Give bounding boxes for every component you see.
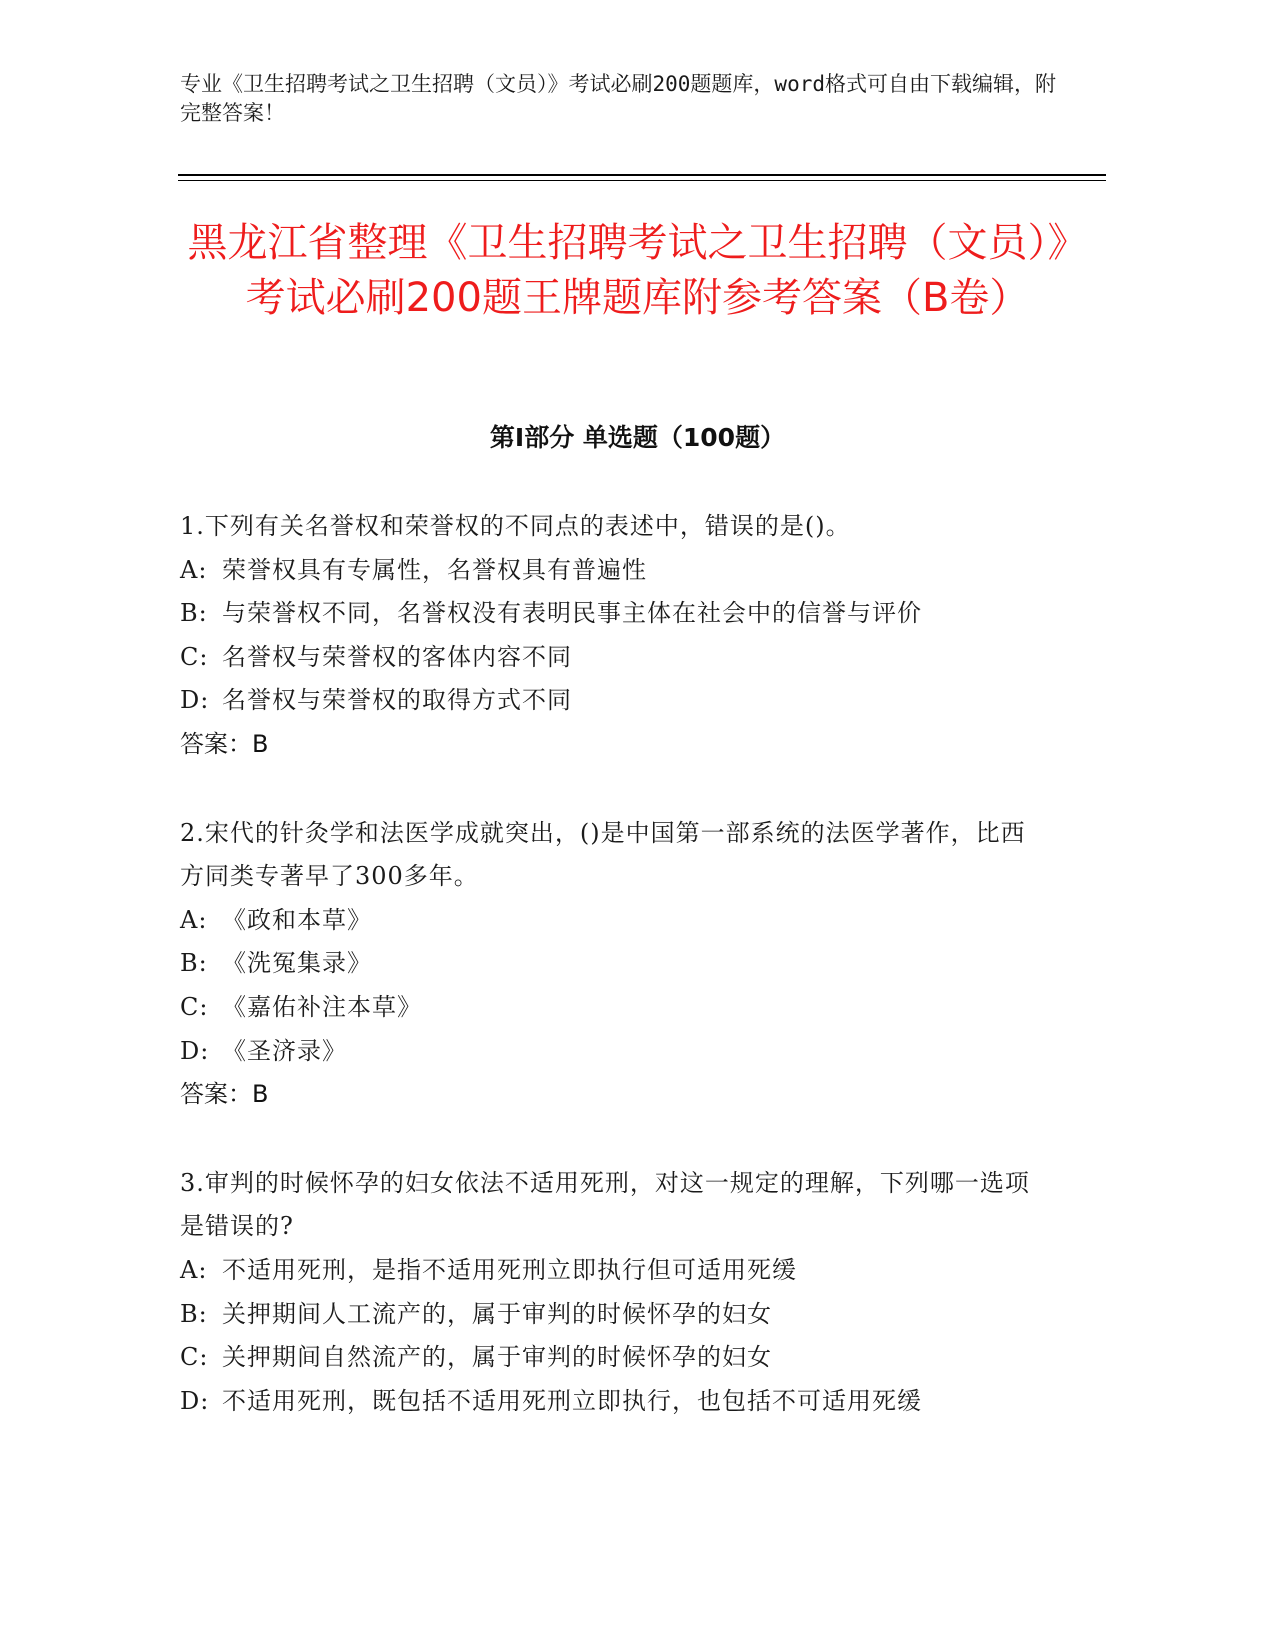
option-text: 关押期间人工流产的，属于审判的时候怀孕的妇女 [222, 1299, 772, 1328]
option-text: 关押期间自然流产的，属于审判的时候怀孕的妇女 [222, 1343, 772, 1372]
option-key: D: [180, 686, 210, 715]
header-divider-thin [178, 180, 1106, 181]
answer-line: 答案：B [180, 729, 269, 758]
option-text: 《洗冤集录》 [222, 949, 372, 978]
question-1 [180, 505, 1030, 767]
option-key: B: [180, 1299, 208, 1328]
option-key: C: [180, 992, 209, 1021]
option-b [180, 1293, 1030, 1337]
option-text: 荣誉权具有专属性，名誉权具有普遍性 [222, 555, 647, 584]
question-stem: 1.下列有关名誉权和荣誉权的不同点的表述中，错误的是()。 [180, 512, 851, 540]
header-note: 专业《卫生招聘考试之卫生招聘（文员）》考试必刷200题题库，word格式可自由下载编辑，附完整答案！ [180, 72, 1056, 125]
option-text: 《嘉佑补注本草》 [222, 992, 422, 1021]
option-key: A: [180, 1255, 208, 1284]
question-stem: 2.宋代的针灸学和法医学成就突出，()是中国第一部系统的法医学著作，比西方同类专著早了300多年。 [180, 818, 1026, 891]
option-d [180, 679, 1030, 723]
option-text: 不适用死刑，既包括不适用死刑立即执行，也包括不可适用死缓 [222, 1386, 922, 1415]
option-c [180, 1336, 1030, 1380]
option-key: D: [180, 1036, 210, 1065]
document-title: 黑龙江省整理《卫生招聘考试之卫生招聘（文员）》考试必刷200题王牌题库附参考答案（B卷） [187, 220, 1088, 321]
question-stem: 3.审判的时候怀孕的妇女依法不适用死刑，对这一规定的理解，下列哪一选项是错误的? [180, 1168, 1030, 1241]
option-text: 名誉权与荣誉权的客体内容不同 [222, 642, 572, 671]
option-text: 名誉权与荣誉权的取得方式不同 [222, 686, 572, 715]
option-c [180, 636, 1030, 680]
option-key: B: [180, 599, 208, 628]
option-key: D: [180, 1386, 210, 1415]
option-text: 《圣济录》 [222, 1036, 347, 1065]
option-key: A: [180, 555, 208, 584]
option-text: 《政和本草》 [222, 905, 372, 934]
header-divider-thick [178, 174, 1106, 176]
option-b [180, 942, 1030, 986]
option-text: 不适用死刑，是指不适用死刑立即执行但可适用死缓 [222, 1255, 797, 1284]
option-b [180, 592, 1030, 636]
option-a [180, 549, 1030, 593]
section-heading: 第I部分 单选题（100题） [489, 423, 786, 452]
option-a [180, 899, 1030, 943]
option-d [180, 1380, 1030, 1424]
option-a [180, 1249, 1030, 1293]
option-key: C: [180, 642, 209, 671]
option-key: A: [180, 905, 208, 934]
option-d [180, 1030, 1030, 1074]
question-list [180, 505, 1030, 1468]
option-key: B: [180, 949, 208, 978]
question-3 [180, 1162, 1030, 1424]
question-2 [180, 812, 1030, 1117]
option-key: C: [180, 1343, 209, 1372]
option-c [180, 986, 1030, 1030]
answer-line: 答案：B [180, 1080, 269, 1109]
option-text: 与荣誉权不同，名誉权没有表明民事主体在社会中的信誉与评价 [222, 599, 922, 628]
